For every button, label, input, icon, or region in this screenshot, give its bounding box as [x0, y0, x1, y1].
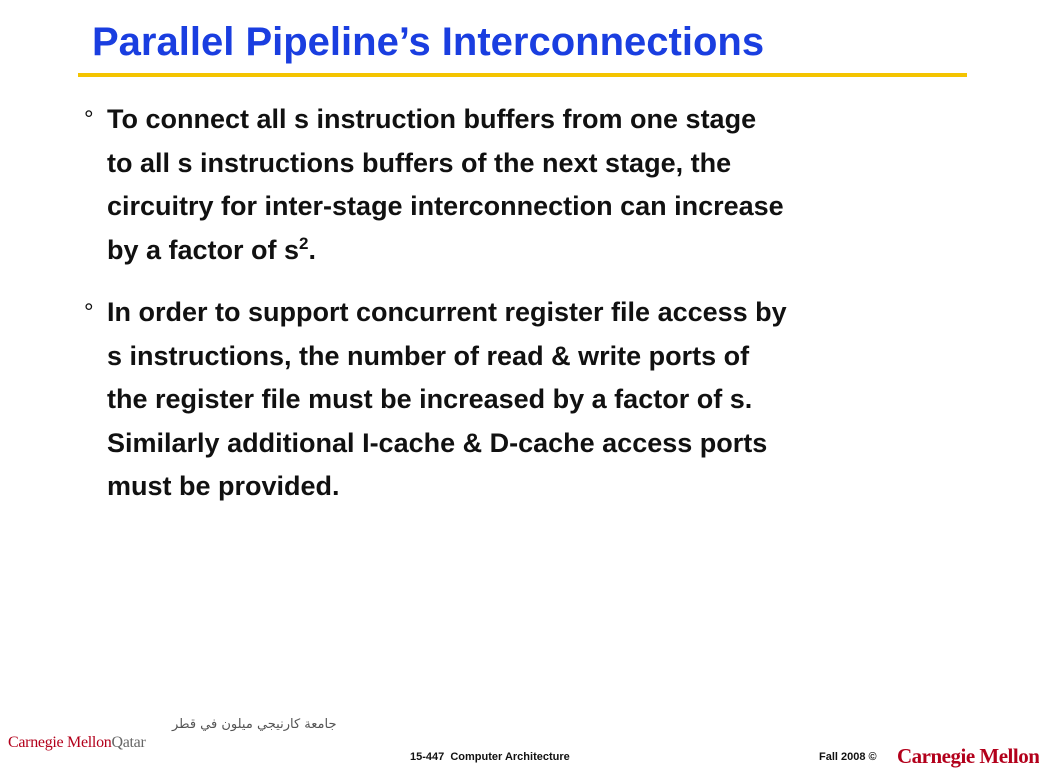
superscript: 2 — [299, 233, 309, 253]
footer-date: Fall 2008 © — [819, 751, 877, 763]
cmu-qatar-wordmark — [8, 734, 146, 752]
title-underline — [78, 73, 967, 77]
bullet-item — [84, 98, 984, 272]
cmu-wordmark: Carnegie Mellon — [8, 734, 112, 751]
bullet-line-suffix: . — [308, 234, 317, 265]
bullet-marker: ° — [84, 299, 94, 326]
bullet-marker: ° — [84, 106, 94, 133]
bullet-line: s instructions, the number of read & write ports of — [107, 340, 750, 371]
bullet-text — [107, 98, 984, 272]
bullet-text — [107, 291, 984, 509]
bullet-line-prefix: by a factor of s — [107, 234, 300, 265]
bullet-line: Similarly additional I-cache & D-cache access ports — [107, 427, 768, 458]
bullet-line: In order to support concurrent register file access by — [107, 297, 787, 327]
cmu-qatar-logo — [8, 712, 337, 754]
footer-course: 15-447 Computer Architecture — [410, 751, 570, 763]
bullet-line: to all s instructions buffers of the next stage, the — [107, 147, 732, 178]
qatar-wordmark: Qatar — [111, 734, 146, 751]
bullet-line: must be provided. — [107, 471, 340, 501]
svg-text:جامعة كارنيجي ميلون في قطر: جامعة كارنيجي ميلون في قطر — [172, 717, 337, 732]
bullet-line: circuitry for inter-stage interconnection can increase — [107, 191, 784, 221]
bullet-item — [84, 291, 984, 509]
bullet-line: To connect all s instruction buffers from one stage — [107, 104, 757, 134]
bullet-list — [84, 98, 984, 528]
cmu-logo: Carnegie Mellon — [897, 744, 1039, 768]
slide-title: Parallel Pipeline’s Interconnections — [92, 20, 765, 64]
bullet-line — [107, 229, 984, 273]
bullet-line: the register file must be increased by a factor of s. — [107, 384, 753, 414]
arabic-logo-text — [12, 712, 337, 734]
